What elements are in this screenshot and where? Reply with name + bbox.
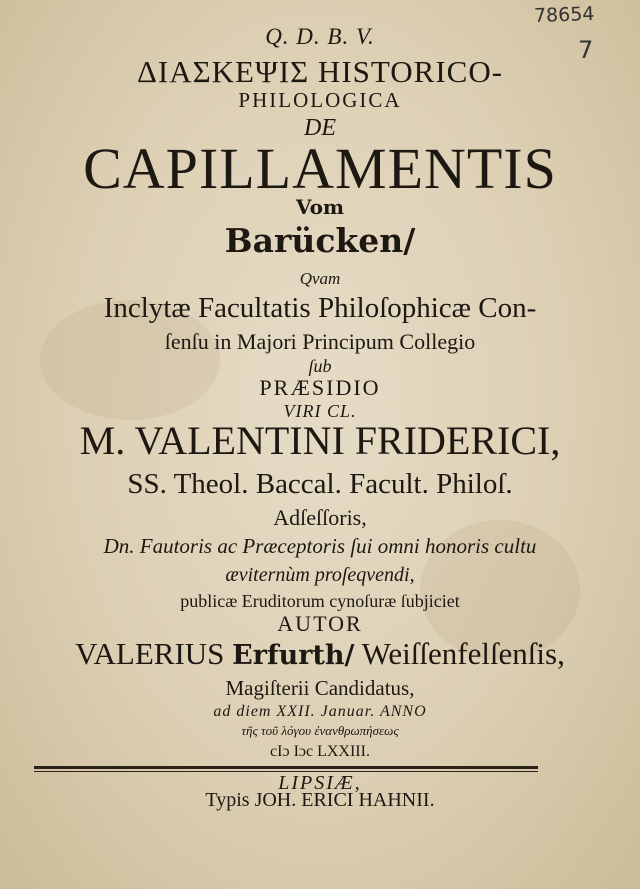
line-publicae: publicæ Eruditorum cynoſuræ ſubjiciet bbox=[180, 591, 460, 611]
line-greek-date: τῆς τοῦ λόγου ἐνανθρωπήσεως bbox=[241, 723, 399, 738]
line-viri: VIRI CL. bbox=[283, 401, 357, 421]
line-adsessoris: Adſeſſoris, bbox=[273, 505, 367, 530]
line-valerius bbox=[0, 638, 640, 669]
line-aeviternum: æviternùm proſeqvendi, bbox=[225, 564, 415, 586]
author-forename: VALERIUS bbox=[75, 636, 225, 671]
line-typis: Typis JOH. ERICI HAHNII. bbox=[205, 789, 435, 811]
line-quam: Qvam bbox=[299, 269, 341, 288]
line-theol: SS. Theol. Baccal. Facult. Philoſ. bbox=[127, 468, 513, 500]
line-magisterii: Magiſterii Candidatus, bbox=[225, 676, 415, 700]
line-ad-diem: ad diem XXII. Januar. ANNO bbox=[213, 703, 427, 720]
line-lipsiae: LIPSIÆ, bbox=[278, 772, 362, 794]
title-philologica: PHILOLOGICA bbox=[238, 88, 402, 112]
line-sensu: ſenſu in Majori Principum Collegio bbox=[164, 329, 476, 354]
author-surname: Erfurth/ bbox=[232, 640, 355, 671]
double-rule-thick bbox=[34, 766, 538, 769]
line-valentini: M. VALENTINI FRIDERICI, bbox=[79, 418, 561, 463]
invocation: Q. D. B. V. bbox=[265, 24, 375, 49]
line-praesidio: PRÆSIDIO bbox=[259, 375, 381, 400]
line-inclytae: Inclytæ Facultatis Philoſophicæ Con- bbox=[103, 292, 537, 324]
line-year: cIɔ Iɔc LXXIII. bbox=[270, 743, 370, 760]
line-sub: ſub bbox=[308, 356, 332, 376]
title-barucken: Barücken/ bbox=[224, 221, 416, 260]
author-origin: Weiſſenfelſenſis, bbox=[361, 636, 565, 671]
title-de: DE bbox=[304, 115, 336, 141]
title-vom: Vom bbox=[295, 195, 345, 219]
catalog-number: 78654 bbox=[533, 2, 595, 28]
title-greek-historico: ΔΙΑΣΚΕΨΙΣ HISTORICO- bbox=[136, 54, 504, 89]
title-capillamentis: CAPILLAMENTIS bbox=[83, 136, 557, 201]
page-number: 7 bbox=[578, 36, 594, 64]
line-autor: AUTOR bbox=[277, 611, 363, 636]
line-fautoris: Dn. Fautoris ac Præceptoris ſui omni honoris cultu bbox=[103, 534, 537, 558]
